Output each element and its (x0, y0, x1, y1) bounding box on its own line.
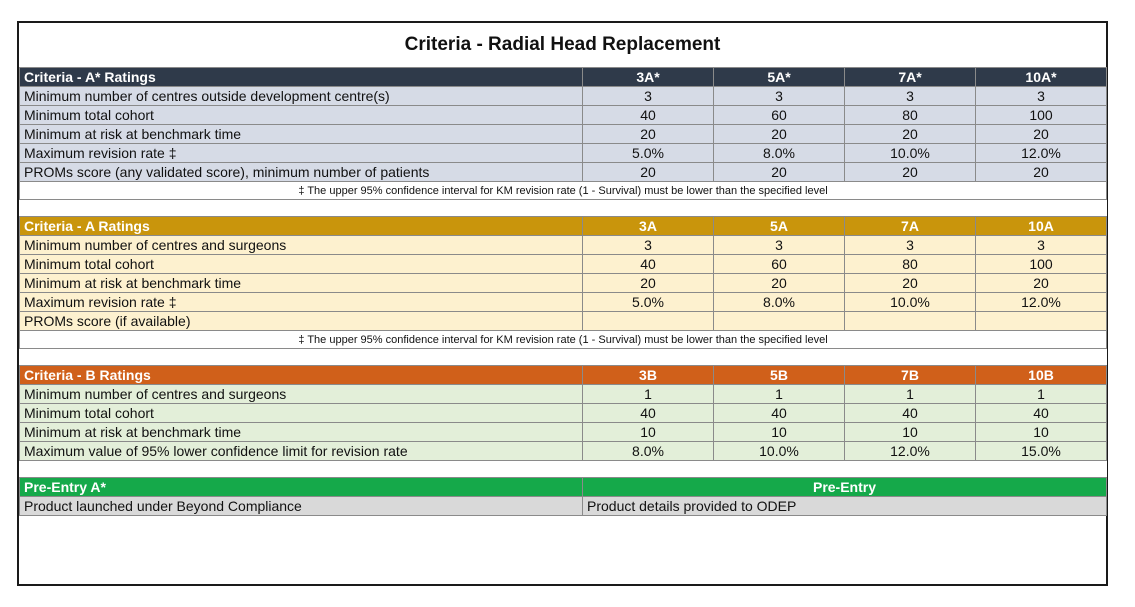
criteria-row (20, 236, 1107, 255)
criteria-row (20, 144, 1107, 163)
criteria-value: 15.0% (976, 442, 1107, 461)
criteria-label: Minimum total cohort (20, 106, 583, 125)
criteria-value: 8.0% (583, 442, 714, 461)
criteria-value: 3 (976, 236, 1107, 255)
rating-column-header: 3A* (583, 68, 714, 87)
criteria-value: 20 (976, 125, 1107, 144)
criteria-value: 40 (583, 106, 714, 125)
pre-entry-header-right: Pre-Entry (583, 478, 1107, 497)
rating-column-header: 5A (714, 217, 845, 236)
criteria-value: 60 (714, 106, 845, 125)
rating-column-header: 7A* (845, 68, 976, 87)
criteria-label: Minimum total cohort (20, 404, 583, 423)
criteria-value: 60 (714, 255, 845, 274)
spacer-row (20, 200, 1107, 217)
criteria-value: 20 (976, 274, 1107, 293)
rating-column-header: 7B (845, 366, 976, 385)
rating-column-header: 5A* (714, 68, 845, 87)
criteria-value: 5.0% (583, 293, 714, 312)
criteria-label: Maximum revision rate ‡ (20, 144, 583, 163)
criteria-value (583, 312, 714, 331)
criteria-row (20, 312, 1107, 331)
section-header-row (20, 217, 1107, 236)
criteria-value: 100 (976, 255, 1107, 274)
criteria-label: Minimum at risk at benchmark time (20, 274, 583, 293)
criteria-value: 10.0% (714, 442, 845, 461)
criteria-value: 20 (583, 274, 714, 293)
criteria-row (20, 87, 1107, 106)
criteria-value: 80 (845, 255, 976, 274)
pre-entry-header-row (20, 478, 1107, 497)
criteria-value (845, 312, 976, 331)
criteria-value: 80 (845, 106, 976, 125)
criteria-value (976, 312, 1107, 331)
criteria-value: 8.0% (714, 144, 845, 163)
criteria-value: 10 (976, 423, 1107, 442)
criteria-row (20, 125, 1107, 144)
criteria-value: 3 (714, 87, 845, 106)
criteria-value: 10.0% (845, 144, 976, 163)
criteria-value: 100 (976, 106, 1107, 125)
pre-entry-header-left: Pre-Entry A* (20, 478, 583, 497)
criteria-value: 20 (583, 163, 714, 182)
footnote-text: ‡ The upper 95% confidence interval for KM revision rate (1 - Survival) must be lower than the specified level (20, 182, 1107, 200)
section-a-star (20, 68, 1107, 200)
section-header-title: Criteria - A Ratings (20, 217, 583, 236)
criteria-table (19, 67, 1107, 516)
footnote-row (20, 182, 1107, 200)
rating-column-header: 10A* (976, 68, 1107, 87)
criteria-row (20, 385, 1107, 404)
criteria-value: 3 (583, 236, 714, 255)
criteria-value: 3 (845, 87, 976, 106)
pre-entry-row-right: Product details provided to ODEP (583, 497, 1107, 516)
criteria-value: 10 (714, 423, 845, 442)
criteria-row (20, 106, 1107, 125)
rating-column-header: 7A (845, 217, 976, 236)
criteria-value (714, 312, 845, 331)
criteria-row (20, 255, 1107, 274)
criteria-value: 20 (845, 125, 976, 144)
criteria-value: 20 (714, 274, 845, 293)
criteria-label: Maximum value of 95% lower confidence limit for revision rate (20, 442, 583, 461)
criteria-value: 20 (976, 163, 1107, 182)
criteria-label: Maximum revision rate ‡ (20, 293, 583, 312)
pre-entry-row (20, 497, 1107, 516)
criteria-value: 10 (583, 423, 714, 442)
section-a (20, 217, 1107, 349)
footnote-row (20, 331, 1107, 349)
section-b (20, 366, 1107, 461)
criteria-value: 20 (583, 125, 714, 144)
criteria-value: 40 (583, 255, 714, 274)
criteria-value: 3 (714, 236, 845, 255)
criteria-value: 20 (714, 163, 845, 182)
criteria-value: 20 (845, 274, 976, 293)
criteria-value: 1 (976, 385, 1107, 404)
criteria-value: 3 (976, 87, 1107, 106)
page-title: Criteria - Radial Head Replacement (404, 34, 721, 55)
spacer-row (20, 349, 1107, 366)
section-header-title: Criteria - A* Ratings (20, 68, 583, 87)
criteria-value: 40 (976, 404, 1107, 423)
criteria-value: 20 (845, 163, 976, 182)
criteria-value: 40 (583, 404, 714, 423)
section-header-row (20, 68, 1107, 87)
rating-column-header: 10B (976, 366, 1107, 385)
criteria-label: PROMs score (any validated score), minimum number of patients (20, 163, 583, 182)
rating-column-header: 3B (583, 366, 714, 385)
criteria-value: 8.0% (714, 293, 845, 312)
spacer-row (20, 461, 1107, 478)
criteria-label: Minimum at risk at benchmark time (20, 423, 583, 442)
section-header-title: Criteria - B Ratings (20, 366, 583, 385)
section-header-row (20, 366, 1107, 385)
criteria-row (20, 293, 1107, 312)
criteria-value: 10.0% (845, 293, 976, 312)
criteria-value: 20 (714, 125, 845, 144)
criteria-value: 1 (845, 385, 976, 404)
footnote-text: ‡ The upper 95% confidence interval for KM revision rate (1 - Survival) must be lower than the specified level (20, 331, 1107, 349)
criteria-row (20, 163, 1107, 182)
criteria-value: 10 (845, 423, 976, 442)
criteria-panel (17, 21, 1108, 586)
criteria-row (20, 423, 1107, 442)
criteria-value: 3 (583, 87, 714, 106)
criteria-label: Minimum number of centres outside development centre(s) (20, 87, 583, 106)
criteria-label: Minimum number of centres and surgeons (20, 236, 583, 255)
criteria-value: 40 (714, 404, 845, 423)
criteria-label: PROMs score (if available) (20, 312, 583, 331)
pre-entry-row-left: Product launched under Beyond Compliance (20, 497, 583, 516)
rating-column-header: 3A (583, 217, 714, 236)
section-pre-entry (20, 478, 1107, 516)
criteria-value: 12.0% (976, 293, 1107, 312)
criteria-value: 12.0% (845, 442, 976, 461)
rating-column-header: 5B (714, 366, 845, 385)
criteria-row (20, 442, 1107, 461)
criteria-value: 3 (845, 236, 976, 255)
criteria-label: Minimum at risk at benchmark time (20, 125, 583, 144)
criteria-value: 12.0% (976, 144, 1107, 163)
criteria-label: Minimum number of centres and surgeons (20, 385, 583, 404)
criteria-row (20, 404, 1107, 423)
criteria-row (20, 274, 1107, 293)
criteria-value: 5.0% (583, 144, 714, 163)
criteria-value: 1 (583, 385, 714, 404)
criteria-label: Minimum total cohort (20, 255, 583, 274)
rating-column-header: 10A (976, 217, 1107, 236)
criteria-value: 1 (714, 385, 845, 404)
criteria-value: 40 (845, 404, 976, 423)
